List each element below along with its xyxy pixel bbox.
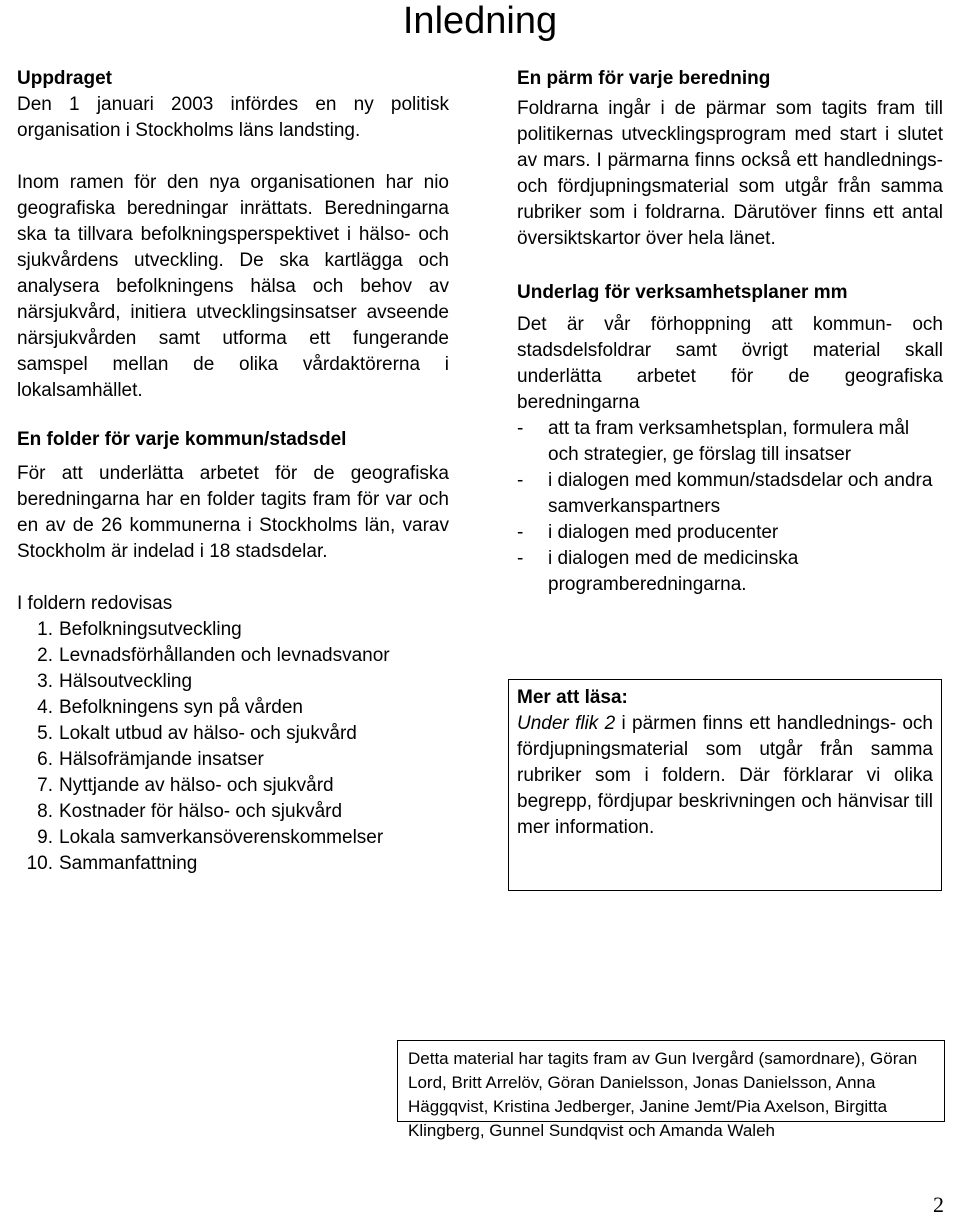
underlag-dash-text: i dialogen med producenter — [548, 522, 779, 543]
folder-list-number: 9. — [37, 827, 53, 848]
underlag-dash-item — [517, 416, 943, 468]
folder-list-number: 6. — [37, 749, 53, 770]
folder-list-text: Levnadsförhållanden och levnadsvanor — [59, 645, 390, 666]
underlag-dash-list — [517, 416, 943, 598]
left-column — [17, 66, 449, 877]
credits-text: Detta material har tagits fram av Gun Ivergård (samordnare), Göran Lord, Britt Arrelöv, Göran Danielsson, Jonas Danielsson, Anna Häggqvist, Kristina Jedberger, Janine Jemt/Pia Axelson, Birgitta Klingberg, Gunnel Sundqvist och Amanda Waleh — [408, 1049, 918, 1140]
uppdraget-paragraph-1: Den 1 januari 2003 infördes en ny politisk organisation i Stockholms läns landsting. — [17, 94, 449, 141]
folder-list-item — [17, 825, 449, 851]
folder-paragraph: För att underlätta arbetet för de geografiska beredningarna har en folder tagits fram för var och en av de 26 kommunerna i Stockholms län, varav Stockholm är indelad i 18 stadsdelar. — [17, 463, 449, 562]
folder-heading: En folder för varje kommun/stadsdel — [17, 429, 347, 450]
folder-list-text: Hälsoutveckling — [59, 671, 193, 692]
folder-list-text: Kostnader för hälso- och sjukvård — [59, 801, 343, 822]
dash-bullet: - — [517, 418, 524, 439]
folder-list-number: 4. — [37, 697, 53, 718]
right-column — [517, 66, 943, 598]
folder-list-item — [17, 799, 449, 825]
folder-list-item — [17, 773, 449, 799]
underlag-heading: Underlag för verksamhetsplaner mm — [517, 282, 848, 303]
folder-list-number: 8. — [37, 801, 53, 822]
read-more-italic-lead: Under flik 2 — [517, 713, 616, 734]
folder-list-text: Befolkningsutveckling — [59, 619, 242, 640]
folder-list-item — [17, 643, 449, 669]
folder-contents-list — [17, 617, 449, 877]
folder-list-text: Lokala samverkansöverenskommelser — [59, 827, 384, 848]
folder-list-number: 3. — [37, 671, 53, 692]
parm-heading: En pärm för varje beredning — [517, 68, 771, 89]
uppdraget-paragraph-2: Inom ramen för den nya organisationen har nio geografiska beredningar inrättats. Beredningarna ska ta tillvara befolkningsperspektivet i hälso- och sjukvårdens utveckling. De ska kartlägga och analysera befolkningens hälsa och behov av närsjukvård, initiera utvecklingsinsatser avseende närsjukvården samt utforma ett fungerande samspel mellan de olika vårdaktörerna i lokalsamhället. — [17, 172, 449, 401]
underlag-paragraph: Det är vår förhoppning att kommun- och stadsdelsfoldrar samt övrigt material skall underlätta arbetet för de geografiska beredningarna — [517, 314, 943, 413]
page-number: 2 — [933, 1192, 944, 1217]
credits-box — [397, 1040, 945, 1140]
folder-list-number: 5. — [37, 723, 53, 744]
read-more-body: i pärmen finns ett handlednings- och fördjupningsmaterial som utgår från samma rubriker som i foldern. Där förklarar vi olika begrepp, fördjupar beskrivningen och hänvisar till mer information. — [517, 713, 933, 838]
underlag-dash-text: i dialogen med de medicinska programberedningarna. — [548, 548, 799, 595]
folder-list-item — [17, 747, 449, 773]
read-more-box — [508, 679, 942, 891]
folder-list-text: Sammanfattning — [59, 853, 198, 874]
folder-list-item — [17, 851, 449, 877]
folder-list-label: I foldern redovisas — [17, 593, 173, 614]
dash-bullet: - — [517, 548, 524, 569]
uppdraget-heading: Uppdraget — [17, 68, 112, 89]
read-more-heading: Mer att läsa: — [517, 687, 628, 708]
dash-bullet: - — [517, 522, 524, 543]
folder-list-item — [17, 721, 449, 747]
folder-list-text: Hälsofrämjande insatser — [59, 749, 264, 770]
page-title: Inledning — [402, 0, 558, 42]
folder-list-number: 7. — [37, 775, 53, 796]
underlag-dash-item — [517, 546, 943, 598]
underlag-dash-item — [517, 468, 943, 520]
dash-bullet: - — [517, 470, 524, 491]
parm-paragraph: Foldrarna ingår i de pärmar som tagits fram till politikernas utvecklingsprogram med start i slutet av mars. I pärmarna finns också ett handlednings- och fördjupningsmaterial som utgår från samma rubriker som i foldrarna. Därutöver finns ett antal översiktskartor över hela länet. — [517, 98, 943, 249]
read-more-paragraph — [517, 711, 933, 841]
underlag-dash-text: att ta fram verksamhetsplan, formulera mål och strategier, ge förslag till insatser — [548, 418, 910, 465]
folder-list-text: Lokalt utbud av hälso- och sjukvård — [59, 723, 357, 744]
underlag-dash-text: i dialogen med kommun/stadsdelar och andra samverkanspartners — [548, 470, 933, 517]
folder-list-text: Nyttjande av hälso- och sjukvård — [59, 775, 334, 796]
folder-list-item — [17, 695, 449, 721]
underlag-dash-item — [517, 520, 943, 546]
folder-list-text: Befolkningens syn på vården — [59, 697, 303, 718]
folder-list-item — [17, 617, 449, 643]
folder-list-item — [17, 669, 449, 695]
folder-list-number: 1. — [37, 619, 53, 640]
folder-list-number: 2. — [37, 645, 53, 666]
folder-list-number: 10. — [26, 853, 53, 874]
